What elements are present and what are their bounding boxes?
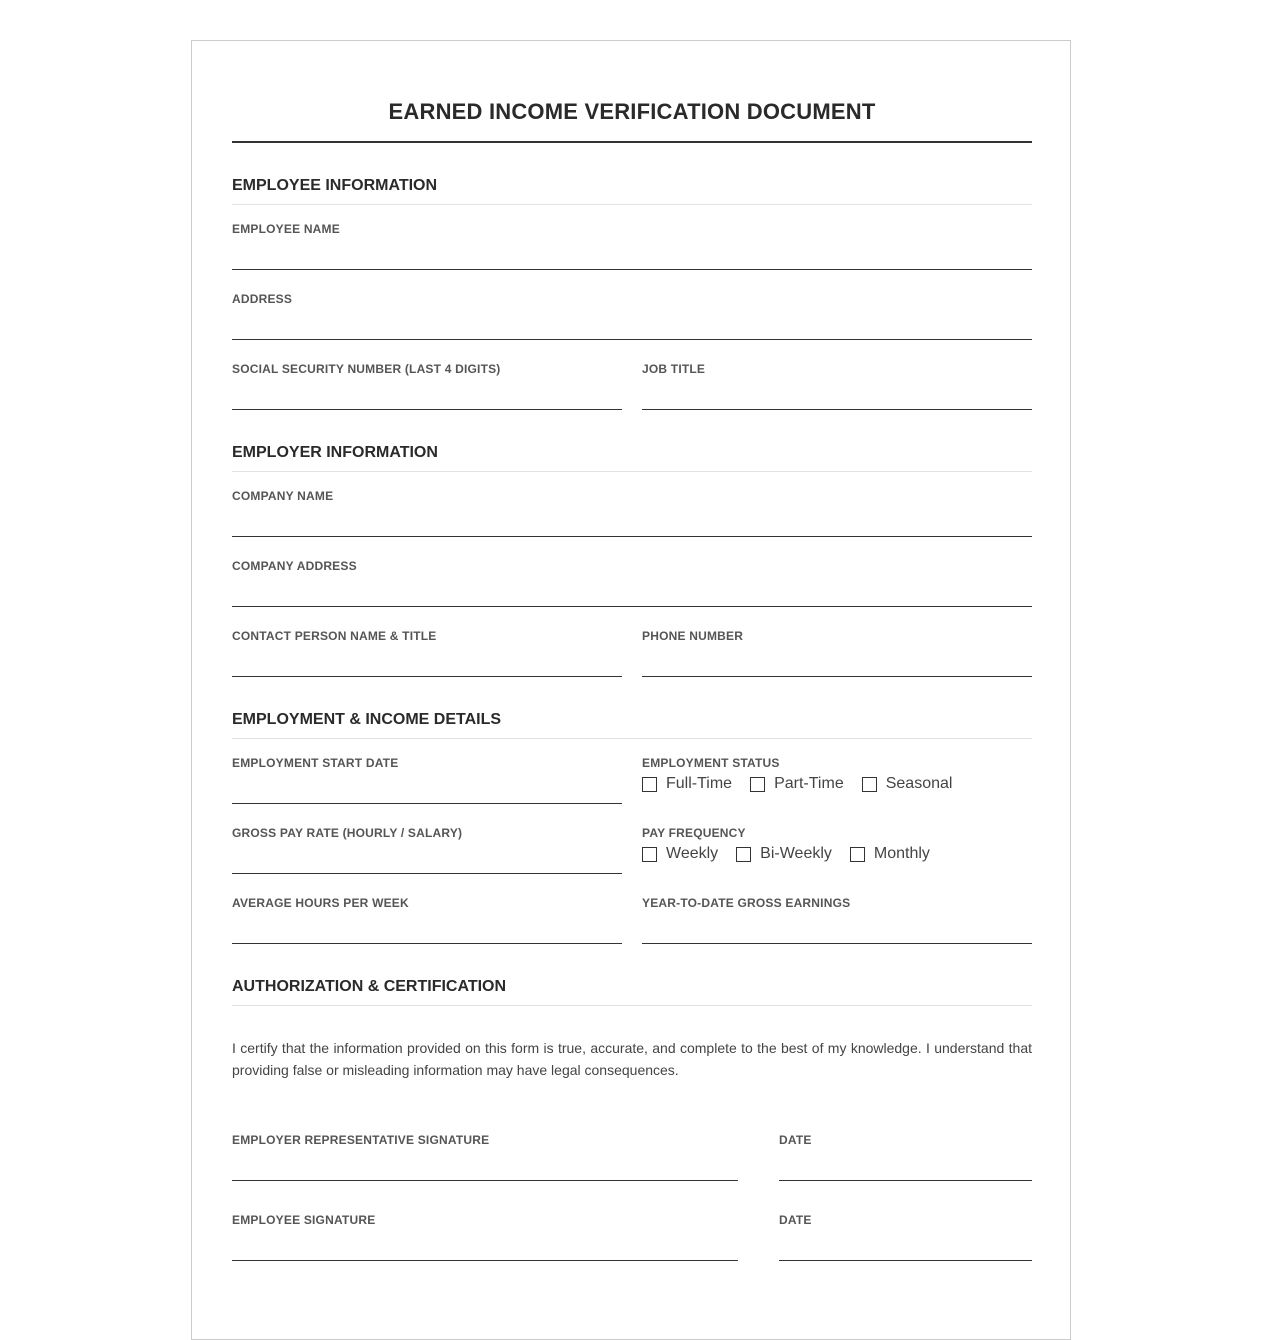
section-heading-authorization: AUTHORIZATION & CERTIFICATION	[232, 978, 507, 995]
input-line[interactable]	[779, 1260, 1032, 1261]
status-option-full-time[interactable]	[642, 775, 732, 793]
job-title-field[interactable]	[642, 362, 1032, 376]
checkbox-label: Full-Time	[666, 775, 733, 792]
contact-person-field[interactable]	[232, 629, 622, 643]
checkbox-label: Seasonal	[885, 775, 953, 792]
checkbox[interactable]	[850, 847, 865, 862]
field-label: EMPLOYER REPRESENTATIVE SIGNATURE	[232, 1133, 490, 1147]
input-line[interactable]	[232, 606, 1032, 607]
checkbox[interactable]	[862, 777, 877, 792]
input-line[interactable]	[642, 676, 1032, 677]
start-date-field[interactable]	[232, 756, 622, 770]
document-page	[191, 40, 1071, 1340]
document-title: EARNED INCOME VERIFICATION DOCUMENT	[388, 99, 876, 124]
field-label: ADDRESS	[232, 292, 293, 306]
section-divider	[232, 738, 1032, 739]
section-divider	[232, 1005, 1032, 1006]
input-line[interactable]	[642, 943, 1032, 944]
field-label: GROSS PAY RATE (HOURLY / SALARY)	[232, 826, 463, 840]
section-heading-employee: EMPLOYEE INFORMATION	[232, 177, 438, 194]
signature-line[interactable]	[232, 1260, 738, 1261]
field-label: EMPLOYEE SIGNATURE	[232, 1213, 376, 1227]
employee-name-field[interactable]	[232, 222, 1032, 236]
checkbox[interactable]	[642, 777, 657, 792]
employee-signature-field[interactable]	[232, 1213, 738, 1227]
frequency-option-weekly[interactable]	[642, 845, 718, 863]
field-label: CONTACT PERSON NAME & TITLE	[232, 629, 437, 643]
ssn-field[interactable]	[232, 362, 622, 376]
input-line[interactable]	[232, 873, 622, 874]
input-line[interactable]	[232, 803, 622, 804]
field-label: DATE	[779, 1133, 812, 1147]
signature-line[interactable]	[232, 1180, 738, 1181]
checkbox-label: Part-Time	[774, 775, 844, 792]
ytd-gross-earnings-field[interactable]	[642, 896, 1032, 910]
checkbox-label: Bi-Weekly	[760, 845, 832, 862]
company-address-field[interactable]	[232, 559, 1032, 573]
average-hours-field[interactable]	[232, 896, 622, 910]
checkbox[interactable]	[736, 847, 751, 862]
input-line[interactable]	[232, 676, 622, 677]
title-divider	[232, 141, 1032, 143]
status-option-part-time[interactable]	[750, 775, 844, 793]
field-label: PAY FREQUENCY	[642, 826, 746, 840]
checkbox-label: Weekly	[666, 845, 719, 862]
field-label: COMPANY NAME	[232, 489, 334, 503]
input-line[interactable]	[232, 409, 622, 410]
section-heading-employer: EMPLOYER INFORMATION	[232, 444, 438, 461]
pay-frequency-field	[642, 826, 1032, 866]
checkbox-label: Monthly	[873, 845, 930, 862]
field-label: EMPLOYMENT START DATE	[232, 756, 399, 770]
field-label: YEAR-TO-DATE GROSS EARNINGS	[642, 896, 851, 910]
field-label: DATE	[779, 1213, 812, 1227]
field-label: EMPLOYEE NAME	[232, 222, 340, 236]
pay-frequency-options	[642, 845, 948, 863]
section-divider	[232, 204, 1032, 205]
section-heading-employment: EMPLOYMENT & INCOME DETAILS	[232, 711, 502, 728]
phone-number-field[interactable]	[642, 629, 1032, 643]
company-name-field[interactable]	[232, 489, 1032, 503]
employee-address-field[interactable]	[232, 292, 1032, 306]
section-divider	[232, 471, 1032, 472]
field-label: SOCIAL SECURITY NUMBER (LAST 4 DIGITS)	[232, 362, 501, 376]
employee-date-field[interactable]	[779, 1213, 1032, 1227]
field-label: COMPANY ADDRESS	[232, 559, 357, 573]
input-line[interactable]	[642, 409, 1032, 410]
input-line[interactable]	[232, 943, 622, 944]
employment-status-options	[642, 775, 970, 793]
gross-pay-rate-field[interactable]	[232, 826, 622, 840]
input-line[interactable]	[232, 339, 1032, 340]
field-label: JOB TITLE	[642, 362, 706, 376]
input-line[interactable]	[232, 536, 1032, 537]
checkbox[interactable]	[750, 777, 765, 792]
input-line[interactable]	[779, 1180, 1032, 1181]
field-label: AVERAGE HOURS PER WEEK	[232, 896, 409, 910]
frequency-option-bi-weekly[interactable]	[736, 845, 832, 863]
input-line[interactable]	[232, 269, 1032, 270]
employment-status-field	[642, 756, 1032, 796]
status-option-seasonal[interactable]	[862, 775, 953, 793]
field-label: PHONE NUMBER	[642, 629, 744, 643]
certification-statement: I certify that the information provided on this form is true, accurate, and complete to the best of my knowledge. I understand that providing false or misleading information may have legal consequences.	[232, 1040, 1032, 1078]
employer-signature-field[interactable]	[232, 1133, 738, 1147]
employer-date-field[interactable]	[779, 1133, 1032, 1147]
frequency-option-monthly[interactable]	[850, 845, 930, 863]
checkbox[interactable]	[642, 847, 657, 862]
field-label: EMPLOYMENT STATUS	[642, 756, 780, 770]
